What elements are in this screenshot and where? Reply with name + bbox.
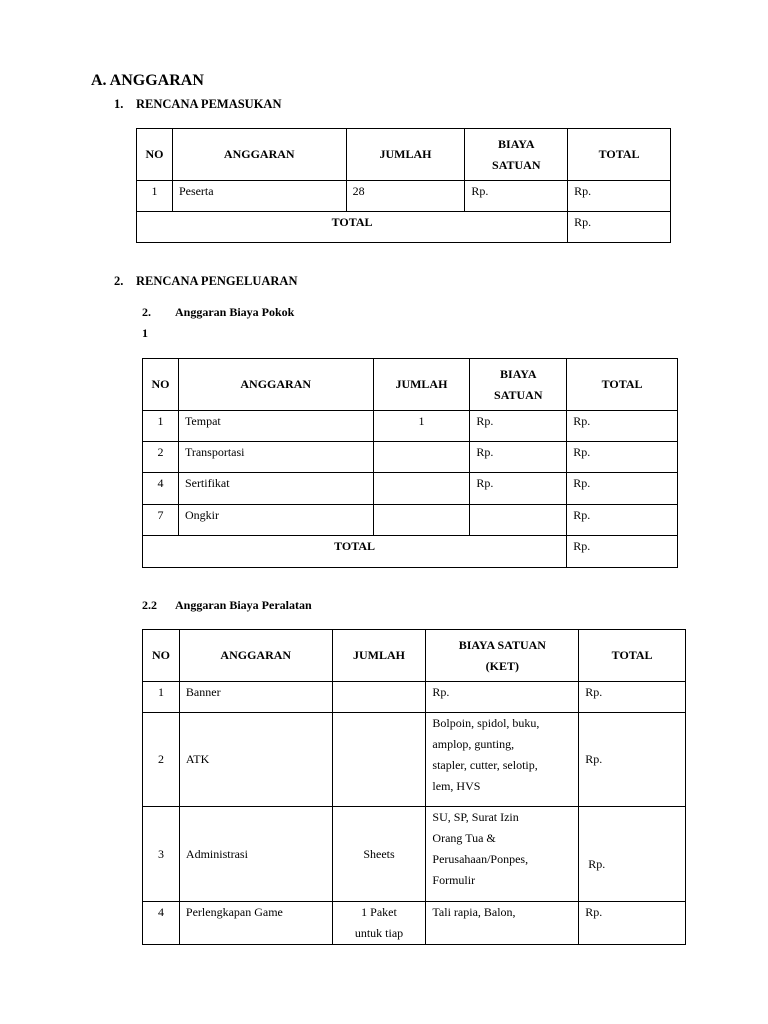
row-no: 1 <box>143 682 180 713</box>
section2-title: RENCANA PENGELUARAN <box>136 274 298 288</box>
row-no: 7 <box>143 505 179 536</box>
header-no: NO <box>143 359 179 411</box>
row-jumlah: Sheets <box>332 807 426 902</box>
row-anggaran: Ongkir <box>178 505 373 536</box>
row-no: 3 <box>143 807 180 902</box>
row-anggaran: Banner <box>179 682 332 713</box>
header-biaya-satuan: BIAYA SATUAN <box>470 359 567 411</box>
header-jumlah: JUMLAH <box>373 359 470 411</box>
table-row <box>143 411 678 442</box>
row-jumlah: 1 <box>373 411 470 442</box>
header-anggaran: ANGGARAN <box>178 359 373 411</box>
table-row <box>143 902 686 945</box>
row-biaya: Tali rapia, Balon, <box>426 902 579 945</box>
header-jumlah: JUMLAH <box>332 630 426 682</box>
row-biaya <box>470 505 567 536</box>
row-total: Rp. <box>567 505 678 536</box>
row-total: Rp. <box>579 807 686 902</box>
row-jumlah <box>332 682 426 713</box>
table-header-row <box>137 129 671 181</box>
income-table <box>136 128 671 243</box>
section21-number: 2. <box>142 305 151 319</box>
section22-title: Anggaran Biaya Peralatan <box>175 598 312 612</box>
header-anggaran: ANGGARAN <box>179 630 332 682</box>
row-biaya: Rp. <box>470 473 567 505</box>
total-value: Rp. <box>568 212 671 243</box>
row-anggaran: Administrasi <box>179 807 332 902</box>
header-biaya-satuan-ket: BIAYA SATUAN (KET) <box>426 630 579 682</box>
section21-title: Anggaran Biaya Pokok <box>175 305 295 319</box>
row-no: 2 <box>143 442 179 473</box>
total-label: TOTAL <box>137 212 568 243</box>
row-no: 1 <box>143 411 179 442</box>
row-anggaran: Tempat <box>178 411 373 442</box>
row-no: 4 <box>143 473 179 505</box>
row-biaya: Rp. <box>470 442 567 473</box>
table-row <box>143 473 678 505</box>
section1-number: 1. <box>114 97 124 111</box>
header-total: TOTAL <box>567 359 678 411</box>
section1-title: RENCANA PEMASUKAN <box>136 97 282 111</box>
row-jumlah: 28 <box>346 181 465 212</box>
row-no: 2 <box>143 713 180 807</box>
table-header-row <box>143 630 686 682</box>
equipment-cost-table <box>142 629 686 945</box>
row-anggaran: ATK <box>179 713 332 807</box>
section-a-title: A. ANGGARAN <box>91 72 204 89</box>
header-anggaran: ANGGARAN <box>172 129 346 181</box>
section21-number-continued: 1 <box>142 326 148 340</box>
row-jumlah <box>373 442 470 473</box>
row-biaya: SU, SP, Surat Izin Orang Tua & Perusahaan/Ponpes, Formulir <box>426 807 579 902</box>
section22-number: 2.2 <box>142 598 157 612</box>
row-total: Rp. <box>567 411 678 442</box>
table-row <box>143 713 686 807</box>
row-jumlah: 1 Paket untuk tiap <box>332 902 426 945</box>
row-jumlah <box>373 473 470 505</box>
table-row <box>137 181 671 212</box>
row-total: Rp. <box>579 902 686 945</box>
header-no: NO <box>137 129 173 181</box>
row-total: Rp. <box>579 713 686 807</box>
total-row <box>143 536 678 568</box>
row-jumlah <box>332 713 426 807</box>
table-header-row <box>143 359 678 411</box>
table-row <box>143 682 686 713</box>
total-row <box>137 212 671 243</box>
row-total: Rp. <box>567 473 678 505</box>
header-total: TOTAL <box>568 129 671 181</box>
row-total: Rp. <box>568 181 671 212</box>
row-no: 1 <box>137 181 173 212</box>
row-anggaran: Transportasi <box>178 442 373 473</box>
row-anggaran: Sertifikat <box>178 473 373 505</box>
total-label: TOTAL <box>143 536 567 568</box>
basic-cost-table <box>142 358 678 568</box>
row-biaya: Rp. <box>470 411 567 442</box>
row-total: Rp. <box>567 442 678 473</box>
section2-number: 2. <box>114 274 124 288</box>
row-biaya: Rp. <box>465 181 568 212</box>
header-biaya-satuan: BIAYA SATUAN <box>465 129 568 181</box>
header-no: NO <box>143 630 180 682</box>
row-jumlah <box>373 505 470 536</box>
row-anggaran: Perlengkapan Game <box>179 902 332 945</box>
row-anggaran: Peserta <box>172 181 346 212</box>
table-row <box>143 505 678 536</box>
table-row <box>143 442 678 473</box>
header-jumlah: JUMLAH <box>346 129 465 181</box>
header-total: TOTAL <box>579 630 686 682</box>
row-no: 4 <box>143 902 180 945</box>
row-total: Rp. <box>579 682 686 713</box>
total-value: Rp. <box>567 536 678 568</box>
row-biaya: Rp. <box>426 682 579 713</box>
row-biaya: Bolpoin, spidol, buku, amplop, gunting, stapler, cutter, selotip, lem, HVS <box>426 713 579 807</box>
table-row <box>143 807 686 902</box>
